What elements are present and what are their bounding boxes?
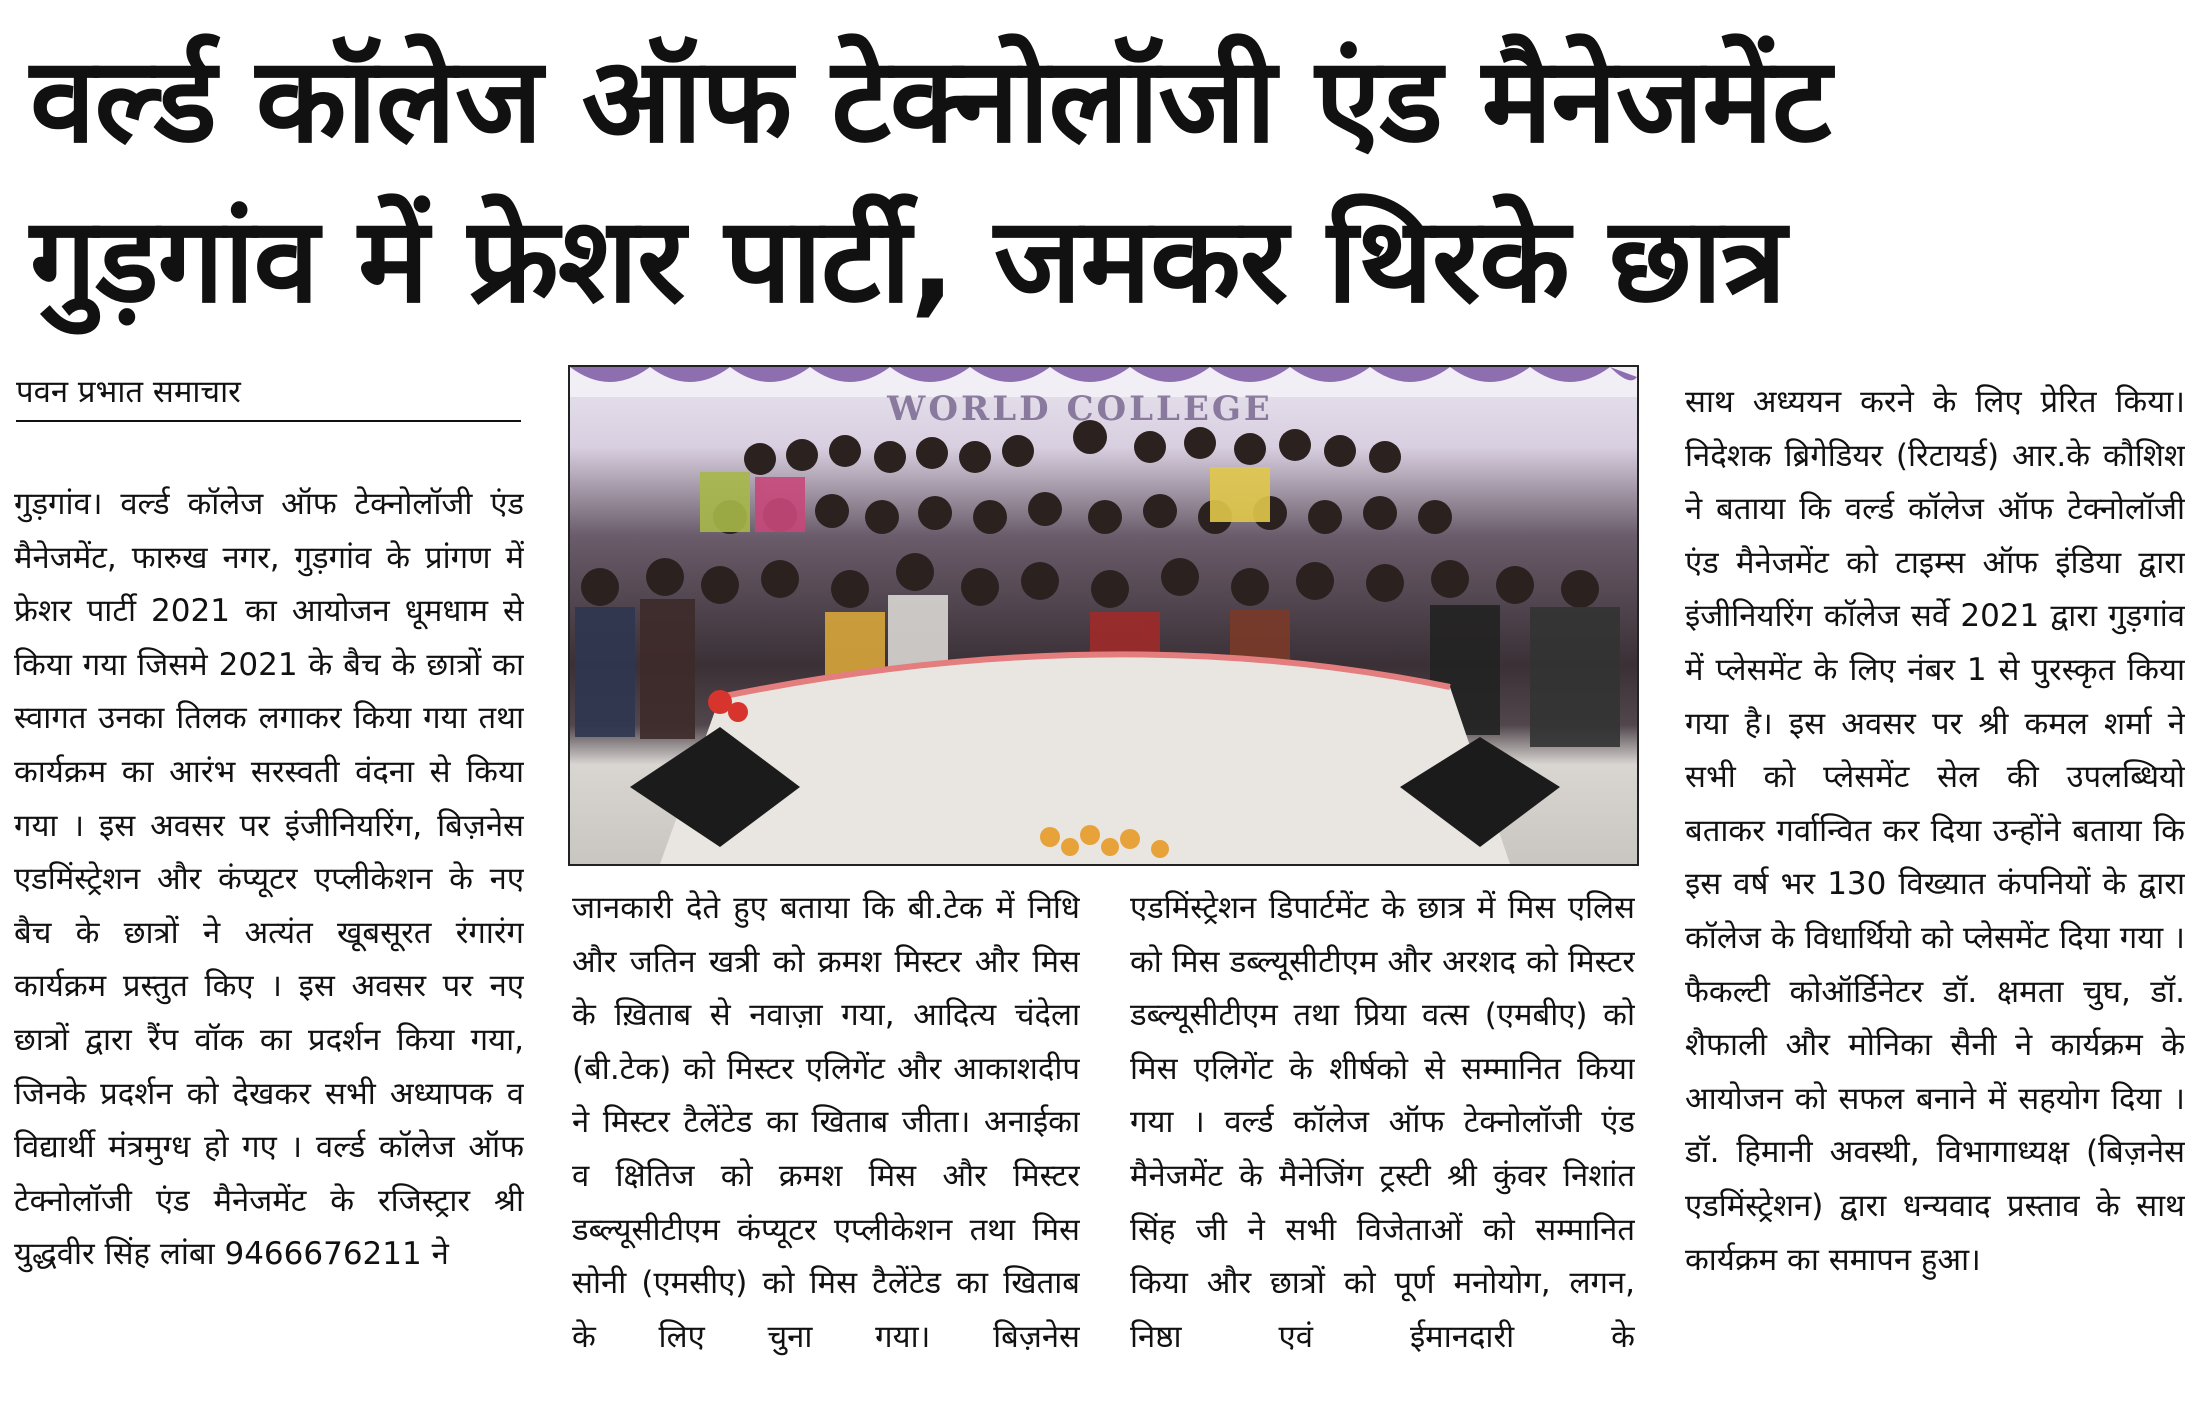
headline-line-2: गुड़गांव में फ्रेशर पार्टी, जमकर थिरके छात्र xyxy=(30,191,1786,329)
column-4-paragraph: साथ अध्ययन करने के लिए प्रेरित किया। निदेशक ब्रिगेडियर (रिटायर्ड) आर.के कौशिश ने बताया कि वर्ल्ड कॉलेज ऑफ टेक्नोलॉजी एंड मैनेजमेंट को टाइम्स ऑफ इंडिया द्वारा इंजीनियरिंग कॉलेज सर्वे 2021 द्वारा गुड़गांव में प्लेसमेंट के लिए नंबर 1 से पुरस्कृत किया गया है। इस अवसर पर श्री कमल शर्मा ने सभी को प्लेसमेंट सेल की उपलब्धियो बताकर गर्वान्वित कर दिया उन्होंने बताया कि इस वर्ष भर 130 विख्यात कंपनियों के द्वारा कॉलेज के विधार्थियो को प्लेसमेंट दिया गया । फैकल्टी कोऑर्डिनेटर डॉ. क्षमता चुघ, डॉ. शैफाली और मोनिका सैनी ने कार्यक्रम के आयोजन को सफल बनाने में सहयोग दिया । डॉ. हिमानी अवस्थी, विभागाध्यक्ष (बिज़नेस एडमिंस्ट्रेशन) द्वारा धन्यवाद प्रस्ताव के साथ कार्यक्रम का समापन हुआ। xyxy=(1685,384,2185,1278)
photo-banner-text: WORLD COLLEGE xyxy=(887,389,1273,429)
article-column-1 xyxy=(14,478,524,1398)
event-photo-illustration xyxy=(570,367,1637,864)
column-2-paragraph: जानकारी देते हुए बताया कि बी.टेक में निधि और जतिन खत्री को क्रमश मिस्टर और मिस के ख़िताब से नवाज़ा गया, आदित्य चंदेला (बी.टेक) को मिस्टर एलिगेंट और आकाशदीप ने मिस्टर टैलेंटेड का खिताब जीता। अनाईका व क्षितिज को क्रमश मिस और मिस्टर डब्ल्यूसीटीएम कंप्यूटर एप्लीकेशन तथा मिस सोनी (एमसीए) को मिस टैलेंटेड का खिताब के लिए चुना गया। बिज़नेस xyxy=(572,890,1080,1355)
column-1-paragraph: गुड़गांव। वर्ल्ड कॉलेज ऑफ टेक्नोलॉजी एंड मैनेजमेंट, फारुख नगर, गुड़गांव के प्रांगण में फ्रेशर पार्टी 2021 का आयोजन धूमधाम से किया गया जिसमे 2021 के बैच के छात्रों का स्वागत उनका तिलक लगाकर किया गया तथा कार्यक्रम का आरंभ सरस्वती वंदना से किया गया । इस अवसर पर इंजीनियरिंग, बिज़नेस एडमिंस्ट्रेशन और कंप्यूटर एप्लीकेशन के नए बैच के छात्रों ने अत्यंत खूबसूरत रंगारंग कार्यक्रम प्रस्तुत किए । इस अवसर पर नए छात्रों द्वारा रैंप वॉक का प्रदर्शन किया गया, जिनके प्रदर्शन को देखकर सभी अध्यापक व विद्यार्थी मंत्रमुग्ध हो गए । वर्ल्ड कॉलेज ऑफ टेक्नोलॉजी एंड मैनेजमेंट के रजिस्ट्रार श्री युद्धवीर सिंह लांबा 9466676211 ने xyxy=(14,486,524,1273)
article-column-2 xyxy=(572,882,1080,1398)
column-3-paragraph: एडमिंस्ट्रेशन डिपार्टमेंट के छात्र में मिस एलिस को मिस डब्ल्यूसीटीएम और अरशद को मिस्टर डब्ल्यूसीटीएम तथा प्रिया वत्स (एमबीए) को मिस एलिगेंट के शीर्षको से सम्मानित किया गया । वर्ल्ड कॉलेज ऑफ टेक्नोलॉजी एंड मैनेजमेंट के मैनेजिंग ट्रस्टी श्री कुंवर निशांत सिंह जी ने सभी विजेताओं को सम्मानित किया और छात्रों को पूर्ण मनोयोग, लगन, निष्ठा एवं ईमानदारी के xyxy=(1130,890,1635,1355)
headline-line-1: वर्ल्ड कॉलेज ऑफ टेक्नोलॉजी एंड मैनेजमेंट xyxy=(30,31,1831,169)
article-column-4 xyxy=(1685,376,2185,1400)
article-column-3 xyxy=(1130,882,1635,1398)
event-photo xyxy=(568,365,1639,866)
headline xyxy=(30,20,2170,340)
byline: पवन प्रभात समाचार xyxy=(16,370,521,422)
